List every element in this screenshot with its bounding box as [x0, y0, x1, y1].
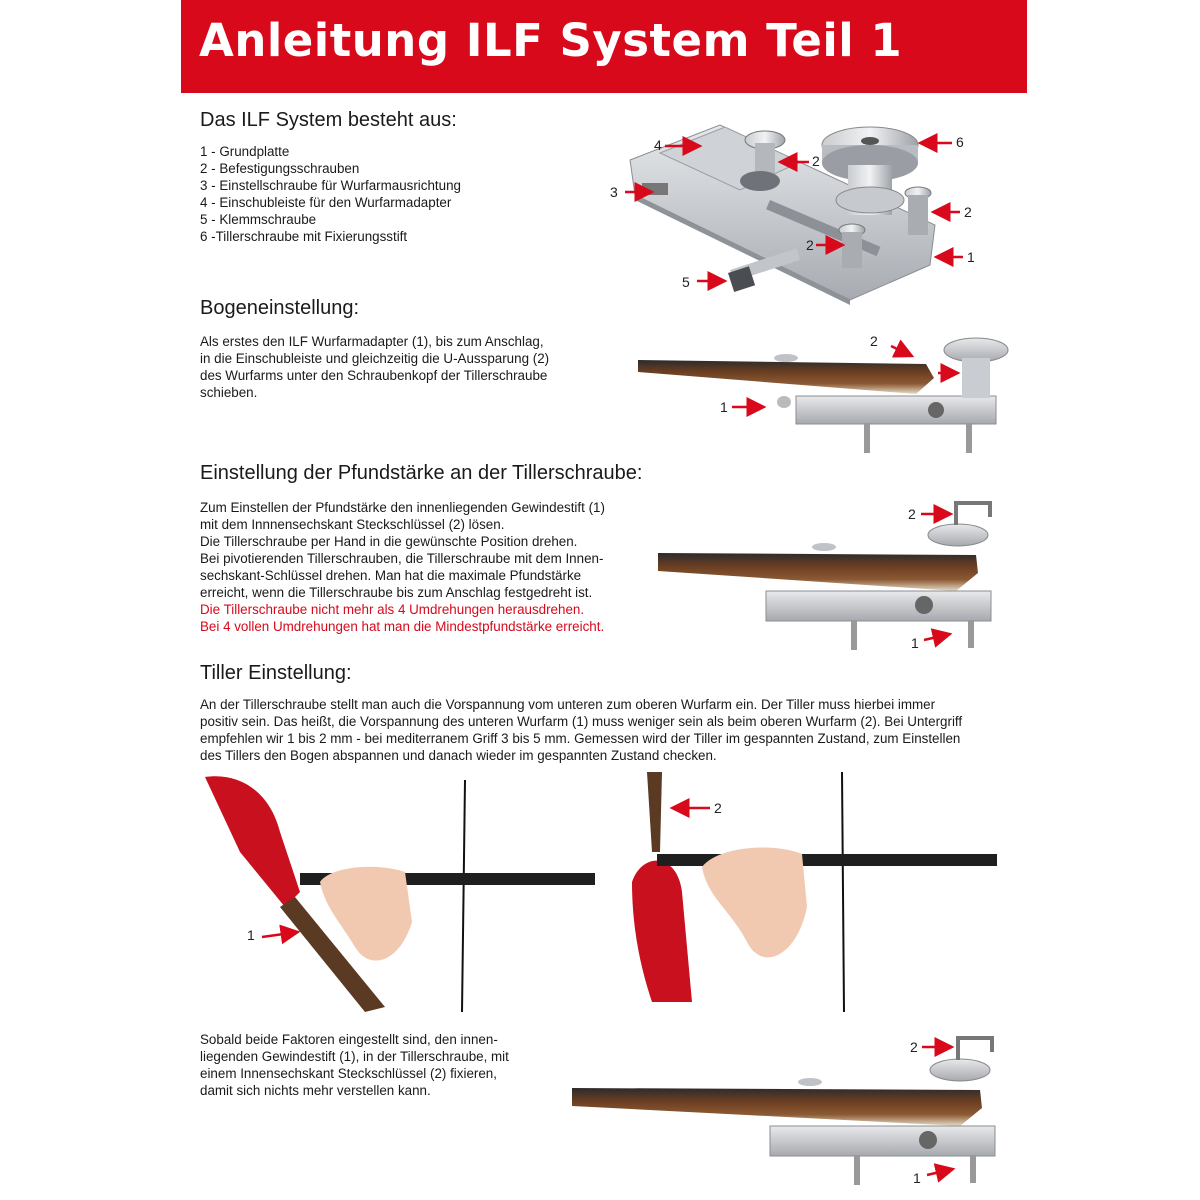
text-line: mit dem Innnensechskant Steckschlüssel (2) lösen. [200, 517, 505, 532]
callout-label: 2 [964, 204, 972, 220]
callout-label: 2 [714, 800, 722, 816]
callout-label: 2 [870, 333, 878, 349]
parts-list-item: 2 - Befestigungsschrauben [200, 161, 360, 176]
text-line: Zum Einstellen der Pfundstärke den innenliegenden Gewindestift (1) [200, 500, 605, 515]
section2-text [200, 333, 549, 401]
bow-mount-figure [636, 328, 1011, 460]
callout-label: 1 [913, 1170, 921, 1186]
text-line: des Wurfarms unter den Schraubenkopf der Tillerschraube [200, 368, 548, 383]
callout-label: 1 [967, 249, 975, 265]
parts-list-item: 5 - Klemmschraube [200, 212, 317, 227]
text-line: einem Innensechskant Steckschlüssel (2) fixieren, [200, 1066, 497, 1081]
title-banner [181, 0, 1027, 93]
upper-limb-measure-figure [622, 772, 1000, 1012]
text-line: in die Einschubleiste und gleichzeitig die U-Aussparung (2) [200, 351, 550, 366]
parts-list-item: 4 - Einschubleiste für den Wurfarmadapter [200, 195, 452, 210]
text-line: An der Tillerschraube stellt man auch die Vorspannung vom unteren zum oberen Wurfarm ein. Der Tiller muss hierbei immer [200, 697, 936, 712]
warning-line: Die Tillerschraube nicht mehr als 4 Umdrehungen herausdrehen. [200, 602, 585, 617]
text-line: empfehlen wir 1 bis 2 mm - bei mediterranem Griff 3 bis 5 mm. Gemessen wird der Tiller im gespannten Zustand, zum Einstellen [200, 731, 961, 746]
parts-list-item: 1 - Grundplatte [200, 144, 290, 159]
text-line: liegenden Gewindestift (1), in der Tillerschraube, mit [200, 1049, 509, 1064]
section3-heading: Einstellung der Pfundstärke an der Tillerschraube: [200, 462, 643, 484]
page-title: Anleitung ILF System Teil 1 [199, 14, 903, 67]
text-line: Als erstes den ILF Wurfarmadapter (1), bis zum Anschlag, [200, 334, 544, 349]
text-line: erreicht, wenn die Tillerschraube bis zum Anschlag festgedreht ist. [200, 585, 593, 600]
lower-limb-measure-figure [200, 772, 600, 1012]
callout-label: 2 [806, 237, 814, 253]
warning-line: Bei 4 vollen Umdrehungen hat man die Mindestpfundstärke erreicht. [200, 619, 605, 634]
section1-heading: Das ILF System besteht aus: [200, 109, 457, 131]
callout-label: 2 [812, 153, 820, 169]
callout-label: 1 [247, 927, 255, 943]
text-line: damit sich nichts mehr verstellen kann. [200, 1083, 431, 1098]
parts-list-item: 3 - Einstellschraube für Wurfarmausrichtung [200, 178, 461, 193]
ilf-system-figure [600, 105, 1020, 310]
section3-text [200, 499, 605, 635]
callout-label: 3 [610, 184, 618, 200]
callout-label: 2 [908, 506, 916, 522]
text-line: schieben. [200, 385, 258, 400]
text-line: sechskant-Schlüssel drehen. Man hat die maximale Pfundstärke [200, 568, 582, 583]
callout-label: 1 [720, 399, 728, 415]
section5-text [200, 1031, 509, 1099]
fixing-screw-figure [570, 1030, 1000, 1190]
parts-list [200, 143, 461, 245]
text-line: positiv sein. Das heißt, die Vorspannung des unteren Wurfarm (1) muss weniger sein als beim oberen Wurfarm (2). Bei Untergriff [200, 714, 963, 729]
callout-label: 5 [682, 274, 690, 290]
text-line: Sobald beide Faktoren eingestellt sind, den innen- [200, 1032, 498, 1047]
section2-heading: Bogeneinstellung: [200, 297, 360, 319]
section4-heading: Tiller Einstellung: [200, 662, 352, 684]
text-line: Bei pivotierenden Tillerschrauben, die Tillerschraube mit dem Innen- [200, 551, 604, 566]
callout-label: 2 [910, 1039, 918, 1055]
callout-label: 1 [911, 635, 919, 651]
text-line: des Tillers den Bogen abspannen und danach wieder im gespannten Zustand checken. [200, 748, 717, 763]
text-line: Die Tillerschraube per Hand in die gewünschte Position drehen. [200, 534, 578, 549]
tiller-screw-figure [656, 495, 996, 655]
parts-list-item: 6 -Tillerschraube mit Fixierungsstift [200, 229, 408, 244]
section4-text [200, 696, 962, 764]
callout-label: 6 [956, 134, 964, 150]
callout-label: 4 [654, 137, 662, 153]
